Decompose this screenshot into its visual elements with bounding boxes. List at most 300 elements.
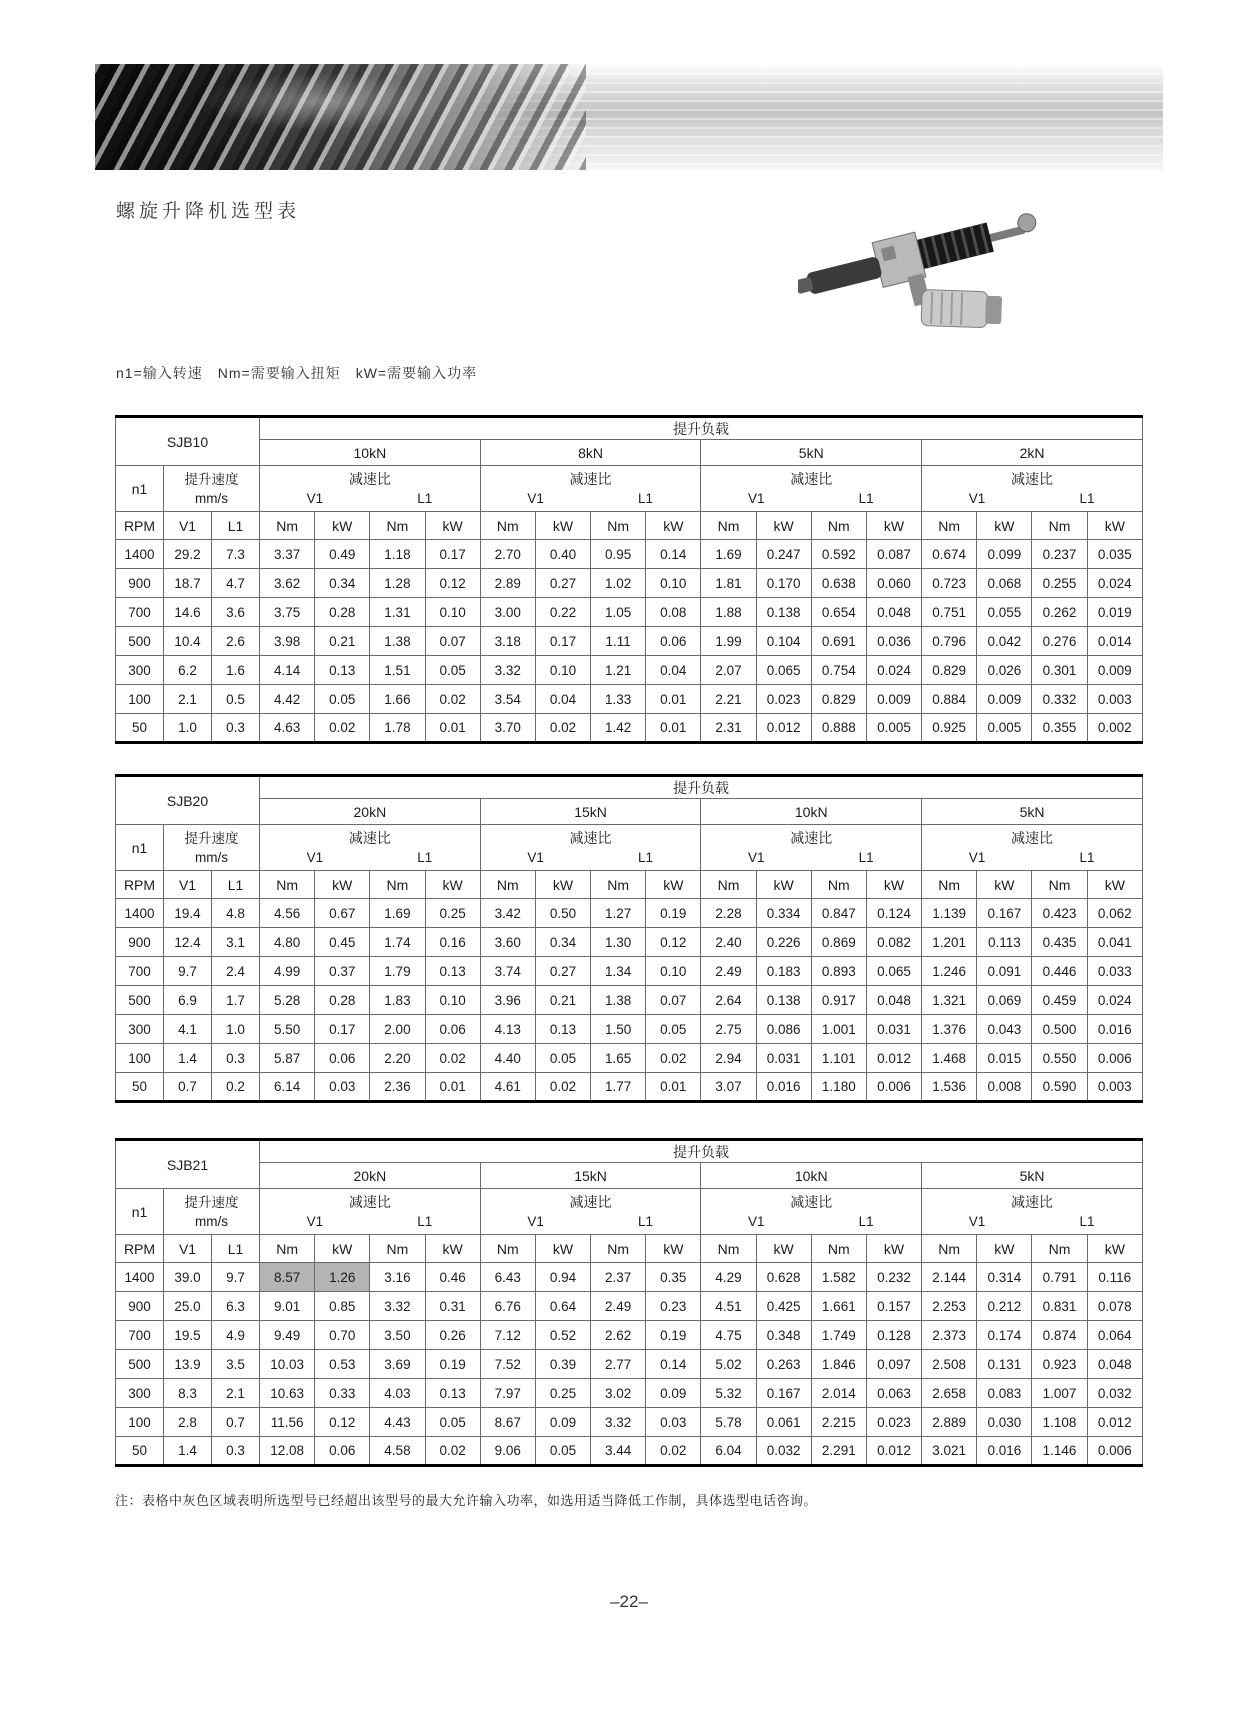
value-cell: 0.34 <box>535 928 590 957</box>
value-cell: 0.08 <box>646 598 701 627</box>
n1-label: n1 <box>116 825 164 871</box>
value-cell: 0.01 <box>425 1073 480 1102</box>
ratio-l1-label: L1 <box>858 1214 874 1229</box>
value-cell: 0.097 <box>866 1350 921 1379</box>
value-cell: 0.014 <box>1087 627 1142 656</box>
header-row <box>116 466 1143 512</box>
value-cell: 1.846 <box>811 1350 866 1379</box>
value-cell: 1.69 <box>370 899 425 928</box>
value-cell: 0.012 <box>866 1044 921 1073</box>
col-header-kw: kW <box>977 1235 1032 1263</box>
ratio-sublabels <box>481 490 701 508</box>
value-cell: 0.255 <box>1032 569 1087 598</box>
col-header-kw: kW <box>866 512 921 540</box>
header-row <box>116 1189 1143 1235</box>
value-cell: 0.95 <box>591 540 646 569</box>
ratio-header <box>480 1189 701 1235</box>
l1-speed-cell: 1.7 <box>212 986 260 1015</box>
col-header-rpm: RPM <box>116 1235 164 1263</box>
value-cell: 10.63 <box>260 1379 315 1408</box>
value-cell: 0.39 <box>535 1350 590 1379</box>
l1-speed-cell: 1.0 <box>212 1015 260 1044</box>
value-cell: 6.14 <box>260 1073 315 1102</box>
value-cell: 0.276 <box>1032 627 1087 656</box>
value-cell: 0.082 <box>866 928 921 957</box>
ratio-header <box>701 466 922 512</box>
value-cell: 1.02 <box>591 569 646 598</box>
ratio-v1-label: V1 <box>527 1214 544 1229</box>
col-header-v1: V1 <box>164 871 212 899</box>
value-cell: 0.590 <box>1032 1073 1087 1102</box>
table-row <box>116 598 1143 627</box>
table-row <box>116 1292 1143 1321</box>
value-cell: 0.006 <box>1087 1437 1142 1466</box>
ratio-header <box>701 825 922 871</box>
rpm-cell: 1400 <box>116 1263 164 1292</box>
col-header-kw: kW <box>315 1235 370 1263</box>
value-cell: 0.138 <box>756 598 811 627</box>
screw-jack-product-photo <box>798 198 1064 384</box>
header-banner <box>95 64 1163 170</box>
value-cell: 0.005 <box>866 714 921 743</box>
rpm-cell: 700 <box>116 1321 164 1350</box>
value-cell: 4.14 <box>260 656 315 685</box>
value-cell: 0.654 <box>811 598 866 627</box>
value-cell: 0.53 <box>315 1350 370 1379</box>
value-cell: 3.70 <box>480 714 535 743</box>
col-header-kw: kW <box>866 1235 921 1263</box>
speed-header <box>164 825 260 871</box>
value-cell: 0.06 <box>315 1437 370 1466</box>
col-header-kw: kW <box>425 1235 480 1263</box>
value-cell: 0.64 <box>535 1292 590 1321</box>
protection-tube <box>806 256 883 295</box>
value-cell: 3.37 <box>260 540 315 569</box>
rpm-cell: 50 <box>116 1437 164 1466</box>
value-cell: 4.03 <box>370 1379 425 1408</box>
ratio-sublabels <box>481 1213 701 1231</box>
load-header: 提升负载 <box>260 417 1143 440</box>
value-cell: 0.16 <box>425 928 480 957</box>
ratio-l1-label: L1 <box>417 491 433 506</box>
value-cell: 1.007 <box>1032 1379 1087 1408</box>
value-cell: 0.27 <box>535 569 590 598</box>
value-cell: 0.036 <box>866 627 921 656</box>
value-cell: 0.060 <box>866 569 921 598</box>
value-cell: 0.94 <box>535 1263 590 1292</box>
value-cell: 0.37 <box>315 957 370 986</box>
value-cell: 1.27 <box>591 899 646 928</box>
ratio-header <box>480 466 701 512</box>
n1-label: n1 <box>116 466 164 512</box>
value-cell: 4.58 <box>370 1437 425 1466</box>
col-header-nm: Nm <box>591 871 646 899</box>
value-cell: 0.925 <box>922 714 977 743</box>
table-row <box>116 685 1143 714</box>
value-cell: 5.50 <box>260 1015 315 1044</box>
value-cell: 1.77 <box>591 1073 646 1102</box>
ratio-sublabels <box>922 849 1142 867</box>
value-cell: 0.003 <box>1087 1073 1142 1102</box>
col-header-kw: kW <box>646 512 701 540</box>
value-cell: 0.083 <box>977 1379 1032 1408</box>
speed-header <box>164 466 260 512</box>
value-cell: 0.592 <box>811 540 866 569</box>
value-cell: 0.05 <box>315 685 370 714</box>
value-cell: 0.01 <box>425 714 480 743</box>
symbol-legend: n1=输入转速 Nm=需要输入扭矩 kW=需要输入功率 <box>116 365 478 381</box>
value-cell: 10.03 <box>260 1350 315 1379</box>
header-row <box>116 512 1143 540</box>
col-header-nm: Nm <box>922 871 977 899</box>
col-header-v1: V1 <box>164 512 212 540</box>
value-cell: 0.032 <box>1087 1379 1142 1408</box>
v1-speed-cell: 19.5 <box>164 1321 212 1350</box>
value-cell: 0.923 <box>1032 1350 1087 1379</box>
value-cell: 0.008 <box>977 1073 1032 1102</box>
rpm-cell: 700 <box>116 598 164 627</box>
value-cell: 0.055 <box>977 598 1032 627</box>
ratio-label: 减速比 <box>569 830 612 846</box>
value-cell: 0.40 <box>535 540 590 569</box>
col-header-nm: Nm <box>1032 512 1087 540</box>
value-cell: 0.314 <box>977 1263 1032 1292</box>
value-cell: 1.101 <box>811 1044 866 1073</box>
value-cell: 1.18 <box>370 540 425 569</box>
value-cell: 1.31 <box>370 598 425 627</box>
value-cell: 1.33 <box>591 685 646 714</box>
value-cell: 0.065 <box>866 957 921 986</box>
load-value: 5kN <box>922 799 1143 825</box>
value-cell: 0.17 <box>315 1015 370 1044</box>
load-value: 20kN <box>260 799 481 825</box>
rpm-cell: 900 <box>116 928 164 957</box>
value-cell: 0.10 <box>646 957 701 986</box>
value-cell: 2.291 <box>811 1437 866 1466</box>
table-row <box>116 1073 1143 1102</box>
header-row <box>116 776 1143 799</box>
v1-speed-cell: 19.4 <box>164 899 212 928</box>
table-row <box>116 1350 1143 1379</box>
value-cell: 3.021 <box>922 1437 977 1466</box>
value-cell: 0.301 <box>1032 656 1087 685</box>
col-header-nm: Nm <box>811 512 866 540</box>
ratio-sublabels <box>260 1213 480 1231</box>
value-cell: 0.49 <box>315 540 370 569</box>
ratio-label: 减速比 <box>790 1194 833 1210</box>
value-cell: 0.048 <box>866 986 921 1015</box>
value-cell: 1.749 <box>811 1321 866 1350</box>
col-header-kw: kW <box>535 871 590 899</box>
header-row <box>116 799 1143 825</box>
rpm-cell: 100 <box>116 685 164 714</box>
value-cell: 0.02 <box>425 685 480 714</box>
value-cell: 0.02 <box>535 714 590 743</box>
value-cell: 0.016 <box>756 1073 811 1102</box>
page-number: –22– <box>610 1592 648 1611</box>
l1-speed-cell: 1.6 <box>212 656 260 685</box>
ratio-header <box>260 825 481 871</box>
value-cell: 0.05 <box>425 1408 480 1437</box>
value-cell: 1.376 <box>922 1015 977 1044</box>
col-header-nm: Nm <box>591 512 646 540</box>
l1-speed-cell: 2.1 <box>212 1379 260 1408</box>
ratio-l1-label: L1 <box>858 850 874 865</box>
value-cell: 0.064 <box>1087 1321 1142 1350</box>
value-cell: 0.12 <box>425 569 480 598</box>
value-cell: 0.023 <box>866 1408 921 1437</box>
value-cell: 0.012 <box>1087 1408 1142 1437</box>
table-row <box>116 714 1143 743</box>
value-cell: 0.04 <box>646 656 701 685</box>
value-cell: 5.78 <box>701 1408 756 1437</box>
value-cell: 0.024 <box>1087 986 1142 1015</box>
value-cell: 0.25 <box>425 899 480 928</box>
header-row <box>116 440 1143 466</box>
value-cell: 0.01 <box>646 685 701 714</box>
col-header-nm: Nm <box>701 871 756 899</box>
value-cell: 7.12 <box>480 1321 535 1350</box>
ratio-v1-label: V1 <box>306 1214 324 1229</box>
col-header-kw: kW <box>977 512 1032 540</box>
col-header-nm: Nm <box>260 1235 315 1263</box>
v1-speed-cell: 8.3 <box>164 1379 212 1408</box>
ratio-sublabels <box>922 490 1142 508</box>
value-cell: 0.893 <box>811 957 866 986</box>
value-cell: 0.85 <box>315 1292 370 1321</box>
value-cell: 0.019 <box>1087 598 1142 627</box>
l1-speed-cell: 7.3 <box>212 540 260 569</box>
value-cell: 0.638 <box>811 569 866 598</box>
value-cell: 0.550 <box>1032 1044 1087 1073</box>
value-cell: 0.099 <box>977 540 1032 569</box>
ratio-label: 减速比 <box>1011 1194 1054 1210</box>
value-cell: 0.13 <box>425 1379 480 1408</box>
ratio-sublabels <box>701 490 921 508</box>
ratio-v1-label: V1 <box>527 850 544 865</box>
rpm-cell: 50 <box>116 714 164 743</box>
value-cell: 0.006 <box>866 1073 921 1102</box>
v1-speed-cell: 13.9 <box>164 1350 212 1379</box>
value-cell: 1.83 <box>370 986 425 1015</box>
value-cell: 0.70 <box>315 1321 370 1350</box>
ratio-v1-label: V1 <box>527 491 544 506</box>
ratio-l1-label: L1 <box>1079 850 1095 865</box>
value-cell: 1.38 <box>370 627 425 656</box>
v1-speed-cell: 25.0 <box>164 1292 212 1321</box>
value-cell: 1.246 <box>922 957 977 986</box>
col-header-kw: kW <box>1087 1235 1142 1263</box>
v1-speed-cell: 1.4 <box>164 1437 212 1466</box>
value-cell: 5.87 <box>260 1044 315 1073</box>
ratio-sublabels <box>260 490 480 508</box>
value-cell: 0.52 <box>535 1321 590 1350</box>
value-cell: 0.13 <box>535 1015 590 1044</box>
value-cell: 0.226 <box>756 928 811 957</box>
rpm-cell: 50 <box>116 1073 164 1102</box>
value-cell: 0.06 <box>315 1044 370 1073</box>
value-cell: 1.81 <box>701 569 756 598</box>
value-cell: 3.44 <box>591 1437 646 1466</box>
value-cell: 0.030 <box>977 1408 1032 1437</box>
value-cell: 0.01 <box>646 714 701 743</box>
ratio-l1-label: L1 <box>637 491 653 506</box>
rpm-cell: 300 <box>116 1379 164 1408</box>
col-header-nm: Nm <box>701 1235 756 1263</box>
speed-unit-text: mm/s <box>195 1213 228 1229</box>
value-cell: 2.20 <box>370 1044 425 1073</box>
footnote: 注：表格中灰色区域表明所选型号已经超出该型号的最大允许输入功率，如选用适当降低工作制，具体选型电话咨询。 <box>115 1493 818 1508</box>
ratio-v1-label: V1 <box>748 850 765 865</box>
header-row <box>116 825 1143 871</box>
value-cell: 3.98 <box>260 627 315 656</box>
v1-speed-cell: 10.4 <box>164 627 212 656</box>
value-cell: 2.31 <box>701 714 756 743</box>
value-cell: 4.99 <box>260 957 315 986</box>
value-cell: 0.425 <box>756 1292 811 1321</box>
value-cell: 0.02 <box>646 1437 701 1466</box>
ratio-l1-label: L1 <box>637 850 653 865</box>
value-cell: 0.67 <box>315 899 370 928</box>
value-cell: 0.065 <box>756 656 811 685</box>
ratio-label: 减速比 <box>569 471 612 487</box>
table-row <box>116 656 1143 685</box>
v1-speed-cell: 1.0 <box>164 714 212 743</box>
header-row <box>116 1140 1143 1163</box>
rpm-cell: 100 <box>116 1044 164 1073</box>
col-header-kw: kW <box>535 512 590 540</box>
value-cell: 0.032 <box>756 1437 811 1466</box>
value-cell: 2.658 <box>922 1379 977 1408</box>
v1-speed-cell: 6.2 <box>164 656 212 685</box>
value-cell: 0.334 <box>756 899 811 928</box>
table-row <box>116 1408 1143 1437</box>
l1-speed-cell: 3.1 <box>212 928 260 957</box>
value-cell: 0.25 <box>535 1379 590 1408</box>
value-cell: 4.29 <box>701 1263 756 1292</box>
value-cell: 0.869 <box>811 928 866 957</box>
load-value: 15kN <box>480 799 701 825</box>
header-row <box>116 871 1143 899</box>
value-cell: 3.75 <box>260 598 315 627</box>
v1-speed-cell: 29.2 <box>164 540 212 569</box>
l1-speed-cell: 0.3 <box>212 1437 260 1466</box>
value-cell: 0.212 <box>977 1292 1032 1321</box>
page-title: 螺旋升降机选型表 <box>116 201 301 222</box>
value-cell: 2.62 <box>591 1321 646 1350</box>
value-cell: 3.74 <box>480 957 535 986</box>
value-cell: 8.67 <box>480 1408 535 1437</box>
load-value: 10kN <box>260 440 481 466</box>
ratio-sublabels <box>922 1213 1142 1231</box>
value-cell: 0.063 <box>866 1379 921 1408</box>
value-cell: 4.42 <box>260 685 315 714</box>
value-cell: 3.69 <box>370 1350 425 1379</box>
value-cell: 0.435 <box>1032 928 1087 957</box>
value-cell: 0.355 <box>1032 714 1087 743</box>
load-header: 提升负载 <box>260 1140 1143 1163</box>
ratio-label: 减速比 <box>348 830 391 846</box>
v1-speed-cell: 9.7 <box>164 957 212 986</box>
rpm-cell: 1400 <box>116 540 164 569</box>
value-cell: 0.23 <box>646 1292 701 1321</box>
l1-speed-cell: 0.7 <box>212 1408 260 1437</box>
selection-table-SJB10 <box>115 415 1143 744</box>
value-cell: 0.024 <box>866 656 921 685</box>
value-cell: 0.10 <box>535 656 590 685</box>
value-cell: 0.19 <box>425 1350 480 1379</box>
value-cell: 0.829 <box>922 656 977 685</box>
value-cell: 0.829 <box>811 685 866 714</box>
value-cell: 3.54 <box>480 685 535 714</box>
value-cell: 1.146 <box>1032 1437 1087 1466</box>
value-cell: 3.60 <box>480 928 535 957</box>
value-cell: 1.11 <box>591 627 646 656</box>
value-cell: 0.847 <box>811 899 866 928</box>
value-cell: 2.014 <box>811 1379 866 1408</box>
value-cell: 0.005 <box>977 714 1032 743</box>
value-cell: 0.751 <box>922 598 977 627</box>
value-cell: 0.131 <box>977 1350 1032 1379</box>
table-row <box>116 1437 1143 1466</box>
value-cell: 7.52 <box>480 1350 535 1379</box>
value-cell: 3.96 <box>480 986 535 1015</box>
table-row <box>116 540 1143 569</box>
value-cell: 0.10 <box>646 569 701 598</box>
ratio-sublabels <box>701 1213 921 1231</box>
value-cell: 4.63 <box>260 714 315 743</box>
table-row <box>116 1321 1143 1350</box>
value-cell: 0.35 <box>646 1263 701 1292</box>
value-cell: 0.069 <box>977 986 1032 1015</box>
col-header-kw: kW <box>756 871 811 899</box>
v1-speed-cell: 18.7 <box>164 569 212 598</box>
value-cell: 0.28 <box>315 986 370 1015</box>
value-cell: 0.14 <box>646 1350 701 1379</box>
value-cell: 11.56 <box>260 1408 315 1437</box>
ratio-header <box>922 1189 1143 1235</box>
value-cell: 0.041 <box>1087 928 1142 957</box>
value-cell: 0.05 <box>535 1044 590 1073</box>
value-cell: 4.43 <box>370 1408 425 1437</box>
col-header-v1: V1 <box>164 1235 212 1263</box>
rpm-cell: 700 <box>116 957 164 986</box>
col-header-kw: kW <box>425 871 480 899</box>
l1-speed-cell: 0.5 <box>212 685 260 714</box>
load-value: 8kN <box>480 440 701 466</box>
value-cell: 6.76 <box>480 1292 535 1321</box>
value-cell: 1.536 <box>922 1073 977 1102</box>
col-header-kw: kW <box>1087 512 1142 540</box>
value-cell: 0.061 <box>756 1408 811 1437</box>
col-header-l1: L1 <box>212 1235 260 1263</box>
value-cell: 1.51 <box>370 656 425 685</box>
load-value: 5kN <box>701 440 922 466</box>
value-cell: 0.31 <box>425 1292 480 1321</box>
value-cell: 1.74 <box>370 928 425 957</box>
value-cell: 0.009 <box>866 685 921 714</box>
v1-speed-cell: 2.1 <box>164 685 212 714</box>
ratio-label: 减速比 <box>1011 830 1054 846</box>
value-cell: 0.031 <box>866 1015 921 1044</box>
value-cell: 0.06 <box>425 1015 480 1044</box>
value-cell: 0.128 <box>866 1321 921 1350</box>
value-cell: 0.884 <box>922 685 977 714</box>
value-cell: 0.22 <box>535 598 590 627</box>
value-cell: 4.51 <box>701 1292 756 1321</box>
value-cell: 3.16 <box>370 1263 425 1292</box>
value-cell: 1.201 <box>922 928 977 957</box>
